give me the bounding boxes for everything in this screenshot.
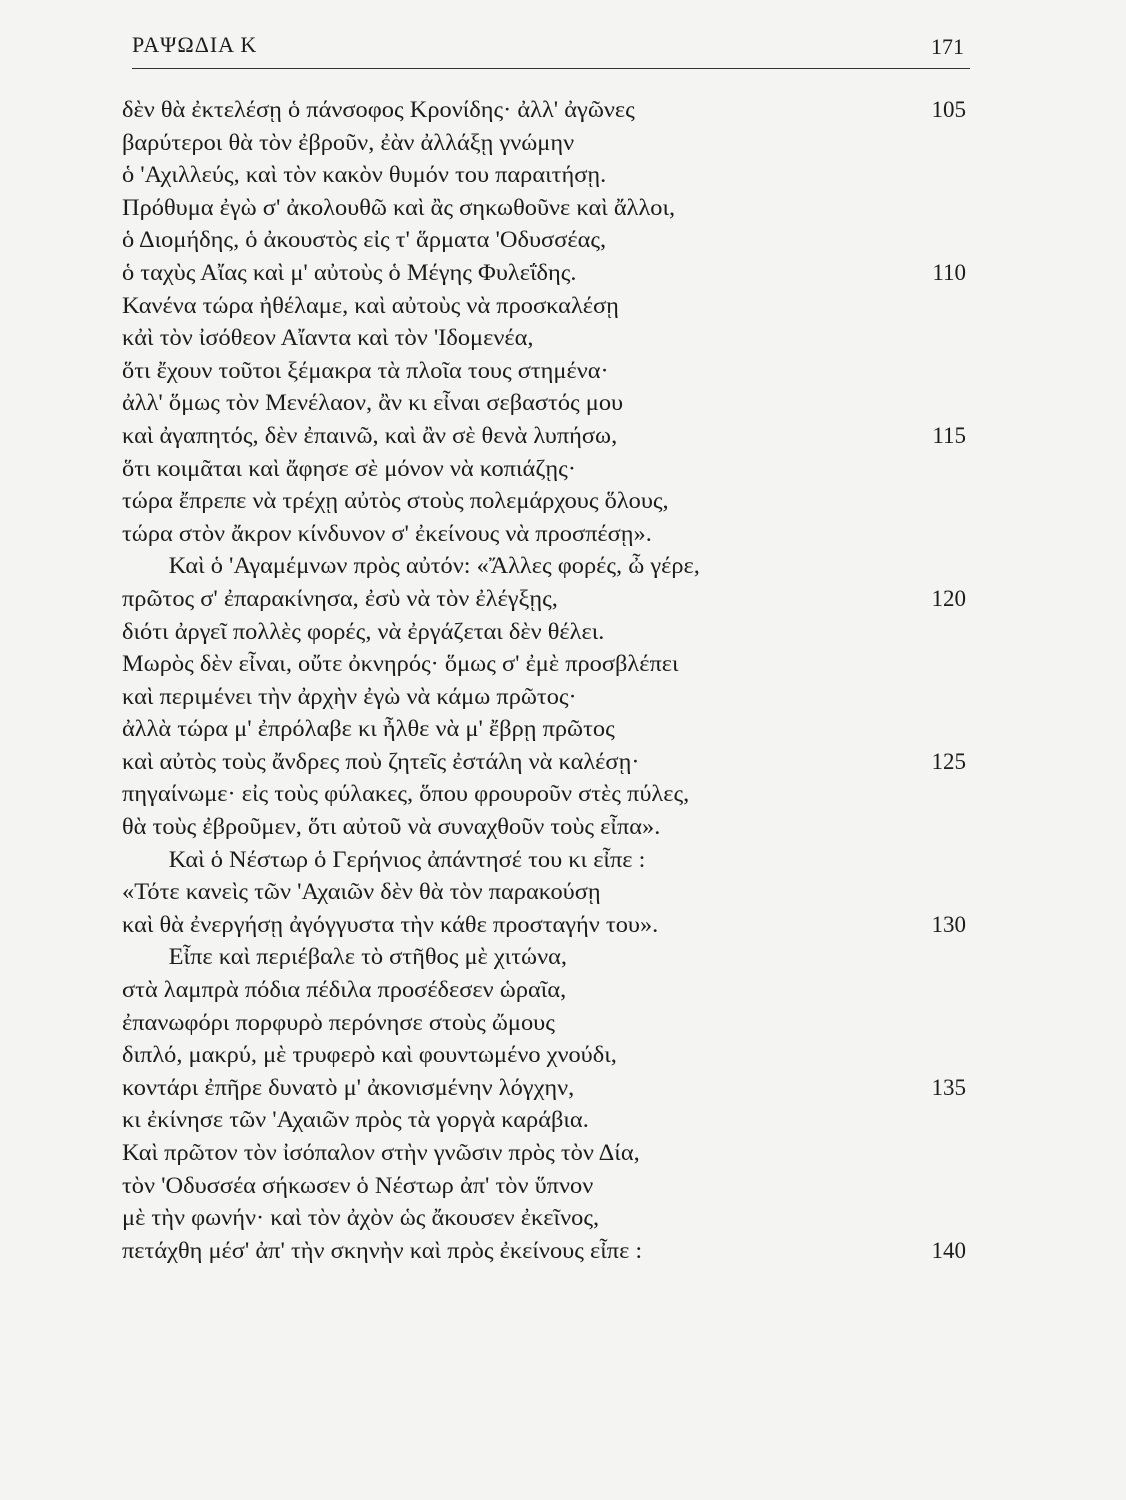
verse-line bbox=[122, 941, 972, 974]
line-number: 130 bbox=[931, 911, 966, 937]
verse-line bbox=[122, 974, 972, 1007]
verse-list bbox=[122, 94, 972, 1267]
verse-text: μὲ τὴν φωνήν· καὶ τὸν ἀχὸν ὡς ἄκουσεν ἐκεῖνος, bbox=[122, 1205, 600, 1231]
verse-text: στὰ λαμπρὰ πόδια πέδιλα προσέδεσεν ὡραῖα, bbox=[122, 977, 567, 1003]
verse-text: πρῶτος σ' ἐπαρακίνησα, ἐσὺ νὰ τὸν ἐλέγξῃς, bbox=[122, 585, 558, 611]
page-header bbox=[132, 32, 970, 66]
verse-line bbox=[122, 616, 972, 649]
verse-text: ὅτι ἔχουν τοῦτοι ξέμακρα τὰ πλοῖα τους στημένα· bbox=[122, 357, 609, 383]
verse-line bbox=[122, 1202, 972, 1235]
verse-line bbox=[122, 192, 972, 225]
verse-text: κι ἐκίνησε τῶν 'Αχαιῶν πρὸς τὰ γοργὰ καράβια. bbox=[122, 1107, 589, 1133]
verse-line bbox=[122, 713, 972, 746]
verse-text: ἀλλὰ τώρα μ' ἐπρόλαβε κι ἦλθε νὰ μ' ἔβρῃ πρῶτος bbox=[122, 716, 615, 742]
verse-line bbox=[122, 485, 972, 518]
verse-text: ἐπανωφόρι πορφυρὸ περόνησε στοὺς ὤμους bbox=[122, 1009, 555, 1035]
verse-line bbox=[122, 1137, 972, 1170]
verse-text: τώρα ἔπρεπε νὰ τρέχῃ αὐτὸς στοὺς πολεμάρχους ὅλους, bbox=[122, 488, 669, 514]
verse-line bbox=[122, 550, 972, 583]
verse-text: καὶ περιμένει τὴν ἀρχὴν ἐγὼ νὰ κάμω πρῶτος· bbox=[122, 683, 577, 709]
verse-line bbox=[122, 322, 972, 355]
verse-line bbox=[122, 224, 972, 257]
verse-line bbox=[122, 1007, 972, 1040]
verse-line bbox=[122, 909, 972, 942]
verse-line bbox=[122, 1104, 972, 1137]
verse-line bbox=[122, 778, 972, 811]
verse-line bbox=[122, 1039, 972, 1072]
line-number: 120 bbox=[931, 585, 966, 611]
verse-text: καὶ ἀγαπητός, δὲν ἐπαινῶ, καὶ ἂν σὲ θενὰ λυπήσω, bbox=[122, 422, 618, 448]
verse-line bbox=[122, 127, 972, 160]
verse-line bbox=[122, 811, 972, 844]
verse-line bbox=[122, 583, 972, 616]
verse-line bbox=[122, 518, 972, 551]
verse-line bbox=[122, 387, 972, 420]
verse-text: διότι ἀργεῖ πολλὲς φορές, νὰ ἐργάζεται δὲν θέλει. bbox=[122, 618, 605, 644]
verse-line bbox=[122, 159, 972, 192]
verse-line bbox=[122, 1072, 972, 1105]
line-number: 125 bbox=[931, 748, 966, 774]
verse-text: Πρόθυμα ἐγὼ σ' ἀκολουθῶ καὶ ἂς σηκωθοῦνε καὶ ἄλλοι, bbox=[122, 194, 676, 220]
verse-text: ἀλλ' ὅμως τὸν Μενέλαον, ἂν κι εἶναι σεβαστός μου bbox=[122, 390, 624, 416]
line-number: 115 bbox=[932, 422, 966, 448]
line-number: 135 bbox=[931, 1074, 966, 1100]
verse-line bbox=[122, 648, 972, 681]
verse-line bbox=[122, 876, 972, 909]
verse-text: Εἶπε καὶ περιέβαλε τὸ στῆθος μὲ χιτώνα, bbox=[168, 944, 567, 970]
verse-text: τώρα στὸν ἄκρον κίνδυνον σ' ἐκείνους νὰ προσπέσῃ». bbox=[122, 520, 652, 546]
verse-text: τὸν 'Οδυσσέα σήκωσεν ὁ Νέστωρ ἀπ' τὸν ὕπνον bbox=[122, 1172, 594, 1198]
line-number: 110 bbox=[932, 259, 966, 285]
verse-line bbox=[122, 844, 972, 877]
verse-text: Καὶ ὁ 'Αγαμέμνων πρὸς αὐτόν: «Ἄλλες φορές, ὦ γέρε, bbox=[168, 553, 700, 579]
verse-text: διπλό, μακρύ, μὲ τρυφερὸ καὶ φουντωμένο χνούδι, bbox=[122, 1042, 617, 1068]
verse-line bbox=[122, 290, 972, 323]
verse-text: πετάχθη μέσ' ἀπ' τὴν σκηνὴν καὶ πρὸς ἐκείνους εἶπε : bbox=[122, 1237, 643, 1263]
header-rule bbox=[132, 68, 970, 69]
verse-text: Κανένα τώρα ἠθέλαμε, καὶ αὐτοὺς νὰ προσκαλέσῃ bbox=[122, 292, 619, 318]
line-number: 105 bbox=[931, 97, 966, 122]
verse-line bbox=[122, 94, 972, 127]
verse-text: Καὶ πρῶτον τὸν ἰσόπαλον στὴν γνῶσιν πρὸς τὸν Δία, bbox=[122, 1140, 640, 1165]
verse-text: Καὶ ὁ Νέστωρ ὁ Γερήνιος ἀπάντησέ του κι εἶπε : bbox=[168, 846, 646, 872]
verse-text: «Τότε κανεὶς τῶν 'Αχαιῶν δὲν θὰ τὸν παρακούσῃ bbox=[122, 879, 601, 905]
page-number: 171 bbox=[931, 34, 964, 59]
verse-text: δὲν θὰ ἐκτελέσῃ ὁ πάνσοφος Κρονίδης· ἀλλ' ἀγῶνες bbox=[122, 97, 635, 122]
verse-text: Μωρὸς δὲν εἶναι, οὔτε ὀκνηρός· ὅμως σ' ἐμὲ προσβλέπει bbox=[122, 651, 679, 677]
verse-line bbox=[122, 453, 972, 486]
verse-line bbox=[122, 1170, 972, 1203]
verse-text: ὅτι κοιμᾶται καὶ ἄφησε σὲ μόνον νὰ κοπιάζῃς· bbox=[122, 455, 576, 481]
verse-text: κοντάρι ἐπῆρε δυνατὸ μ' ἀκονισμένην λόγχην, bbox=[122, 1074, 575, 1100]
verse-line bbox=[122, 355, 972, 388]
verse-text: ὁ Διομήδης, ὁ ἀκουστὸς εἰς τ' ἅρματα 'Οδυσσέας, bbox=[122, 227, 607, 253]
verse-line bbox=[122, 420, 972, 453]
verse-text: βαρύτεροι θὰ τὸν ἐβροῦν, ἐὰν ἀλλάξῃ γνώμην bbox=[122, 129, 575, 155]
verse-line bbox=[122, 681, 972, 714]
verse-line bbox=[122, 1235, 972, 1268]
verse-text: ὁ ταχὺς Αἴας καὶ μ' αὐτοὺς ὁ Μέγης Φυλεΐδης. bbox=[122, 259, 577, 285]
verse-text: πηγαίνωμε· εἰς τοὺς φύλακες, ὅπου φρουροῦν στὲς πύλες, bbox=[122, 781, 690, 807]
verse-text: κἀὶ τὸν ἰσόθεον Αἴαντα καὶ τὸν 'Ιδομενέα, bbox=[122, 325, 534, 351]
verse-line bbox=[122, 257, 972, 290]
verse-line bbox=[122, 746, 972, 779]
verse-text: καὶ αὐτὸς τοὺς ἄνδρες ποὺ ζητεῖς ἐστάλη νὰ καλέσῃ· bbox=[122, 748, 640, 774]
verse-text: ὁ 'Αχιλλεύς, καὶ τὸν κακὸν θυμόν του παραιτήσῃ. bbox=[122, 162, 607, 188]
line-number: 140 bbox=[931, 1237, 966, 1263]
verse-text: θὰ τοὺς ἐβροῦμεν, ὅτι αὐτοῦ νὰ συναχθοῦν τοὺς εἶπα». bbox=[122, 814, 661, 840]
running-head: ΡΑΨΩΔΙΑ Κ bbox=[132, 32, 258, 57]
verse-text: καὶ θὰ ἐνεργήσῃ ἀγόγγυστα τὴν κάθε προσταγήν του». bbox=[122, 911, 659, 937]
